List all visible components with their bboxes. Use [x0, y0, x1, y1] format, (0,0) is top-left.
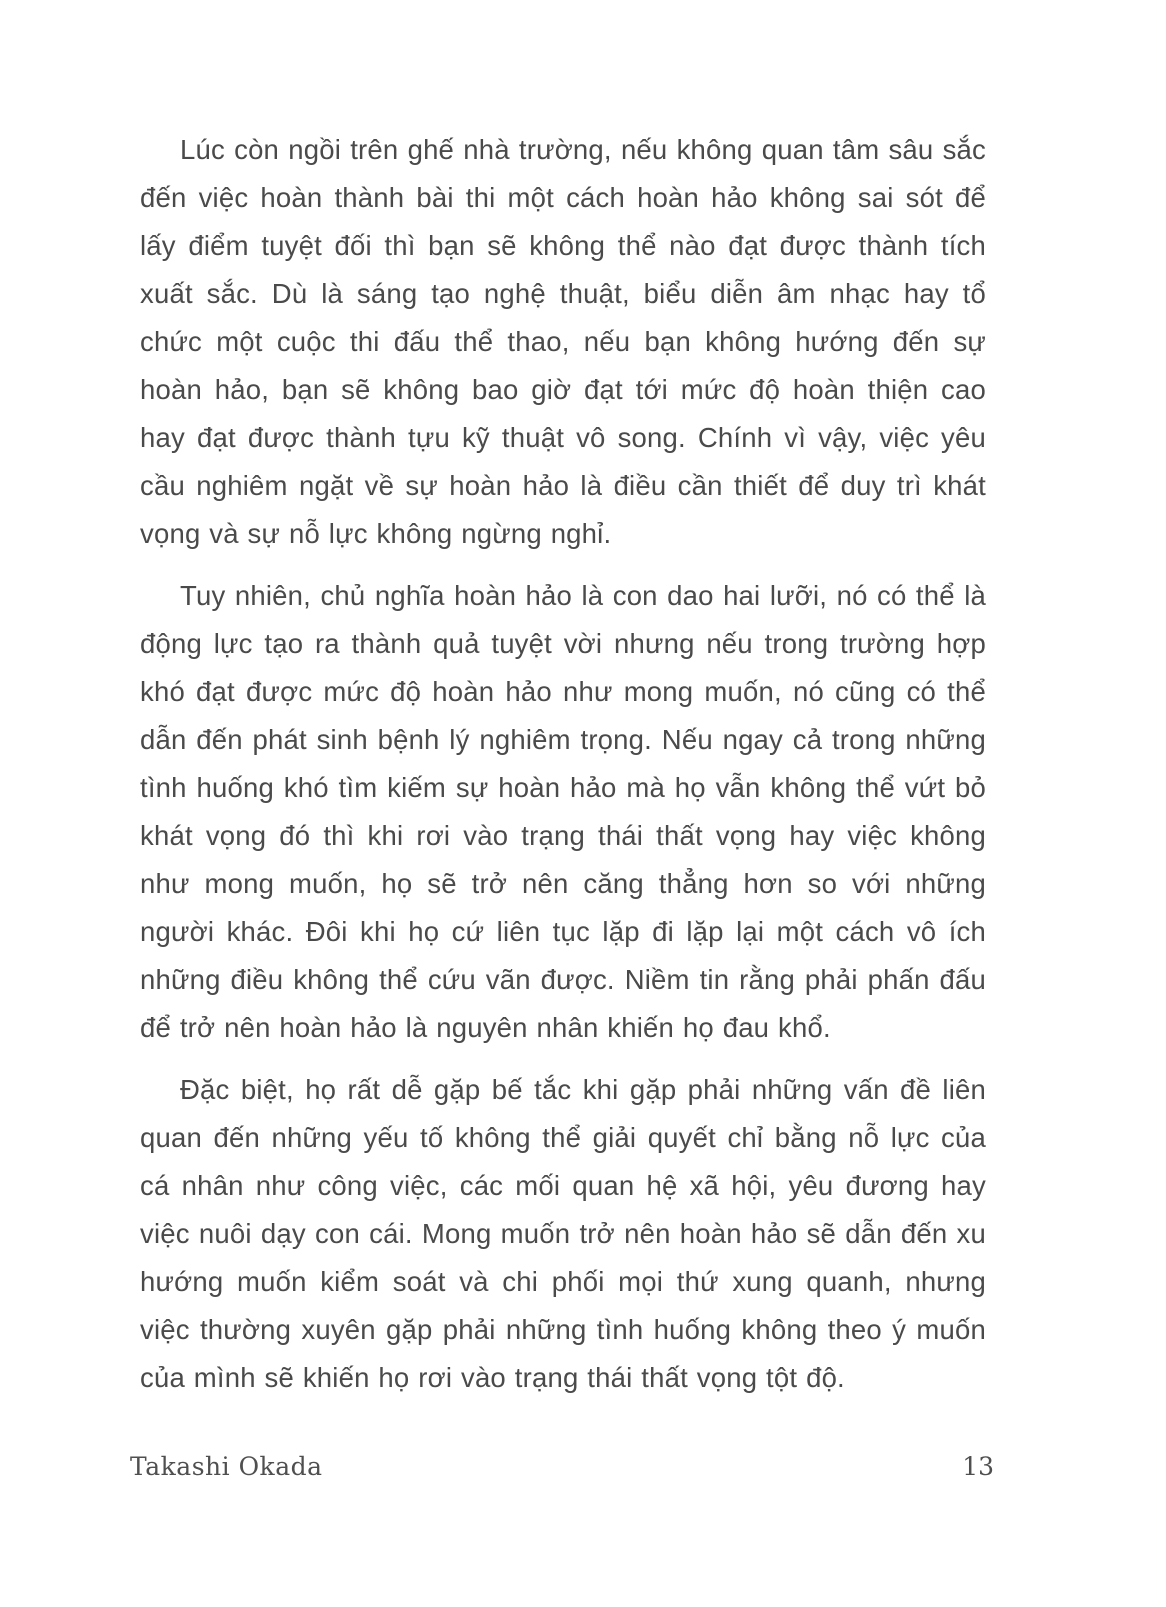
page-body-text — [140, 126, 986, 1416]
paragraph-3: Đặc biệt, họ rất dễ gặp bế tắc khi gặp phải những vấn đề liên quan đến những yếu tố không thể giải quyết chỉ bằng nỗ lực của cá nhân như công việc, các mối quan hệ xã hội, yêu đương hay việc nuôi dạy con cái. Mong muốn trở nên hoàn hảo sẽ dẫn đến xu hướng muốn kiểm soát và chi phối mọi thứ xung quanh, nhưng việc thường xuyên gặp phải những tình huống không theo ý muốn của mình sẽ khiến họ rơi vào trạng thái thất vọng tột độ. — [140, 1074, 986, 1393]
paragraph-1: Lúc còn ngồi trên ghế nhà trường, nếu không quan tâm sâu sắc đến việc hoàn thành bài thi một cách hoàn hảo không sai sót để lấy điểm tuyệt đối thì bạn sẽ không thể nào đạt được thành tích xuất sắc. Dù là sáng tạo nghệ thuật, biểu diễn âm nhạc hay tổ chức một cuộc thi đấu thể thao, nếu bạn không hướng đến sự hoàn hảo, bạn sẽ không bao giờ đạt tới mức độ hoàn thiện cao hay đạt được thành tựu kỹ thuật vô song. Chính vì vậy, việc yêu cầu nghiêm ngặt về sự hoàn hảo là điều cần thiết để duy trì khát vọng và sự nỗ lực không ngừng nghỉ. — [140, 134, 986, 549]
footer-author-name: Takashi Okada — [130, 1452, 323, 1481]
paragraph-2: Tuy nhiên, chủ nghĩa hoàn hảo là con dao hai lưỡi, nó có thể là động lực tạo ra thành quả tuyệt vời nhưng nếu trong trường hợp khó đạt được mức độ hoàn hảo như mong muốn, nó cũng có thể dẫn đến phát sinh bệnh lý nghiêm trọng. Nếu ngay cả trong những tình huống khó tìm kiếm sự hoàn hảo mà họ vẫn không thể vứt bỏ khát vọng đó thì khi rơi vào trạng thái thất vọng hay việc không như mong muốn, họ sẽ trở nên căng thẳng hơn so với những người khác. Đôi khi họ cứ liên tục lặp đi lặp lại một cách vô ích những điều không thể cứu vãn được. Niềm tin rằng phải phấn đấu để trở nên hoàn hảo là nguyên nhân khiến họ đau khổ. — [140, 580, 986, 1043]
footer-page-number: 13 — [962, 1452, 994, 1481]
page-footer — [130, 1452, 994, 1481]
